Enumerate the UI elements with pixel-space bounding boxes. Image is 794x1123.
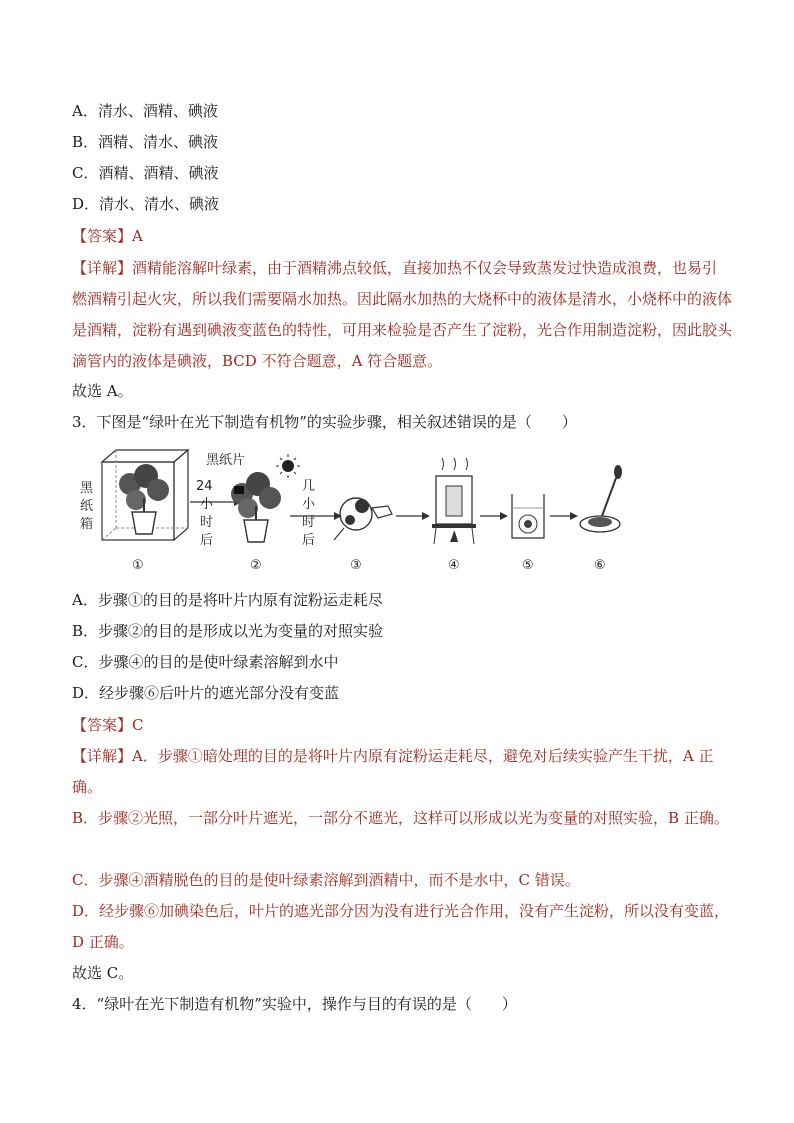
q3-option-a: A．步骤①的目的是将叶片内原有淀粉运走耗尽 [72, 591, 383, 609]
answer-tag: 【答案】 [72, 716, 133, 734]
step4-water-bath-illustration [432, 458, 476, 544]
q3-answer [72, 715, 144, 735]
q3-option-c: C．步骤④的目的是使叶绿素溶解到水中 [72, 653, 339, 671]
detail-tag: 【详解】 [72, 259, 133, 277]
arrow-5-head [570, 512, 578, 520]
q3-question: 3．下图是“绿叶在光下制造有机物”的实验步骤，相关叙述错误的是（ ） [72, 413, 577, 431]
q3-option-b: B．步骤②的目的是形成以光为变量的对照实验 [72, 622, 384, 640]
answer-tag: 【答案】 [72, 227, 133, 245]
step-label-4: ④ [448, 558, 460, 573]
step-label-5: ⑤ [522, 558, 534, 573]
arrow2-label-3: 时 [302, 515, 316, 530]
q2-option-c: C．酒精、酒精、碘液 [72, 164, 219, 182]
q2-option-d: D．清水、清水、碘液 [72, 195, 220, 213]
q3-detail-d: D．经步骤⑥加碘染色后，叶片的遮光部分因为没有进行光合作用，没有产生淀粉，所以没有变蓝，D 正确。 [72, 902, 730, 951]
step5-beaker-illustration [512, 494, 544, 538]
step-label-1: ① [132, 558, 144, 573]
step-label-6: ⑥ [594, 558, 606, 573]
box-label-2: 纸 [80, 499, 94, 514]
step-label-3: ③ [350, 558, 362, 573]
answer-value: C [132, 716, 144, 734]
sun-icon [276, 454, 300, 478]
q3-conclusion: 故选 C。 [72, 964, 134, 982]
detail-text: A．步骤①暗处理的目的是将叶片内原有淀粉运走耗尽，避免对后续实验产生干扰，A 正确。 [72, 747, 714, 796]
detail-tag: 【详解】 [72, 747, 133, 765]
q3-detail-b: B．步骤②光照，一部分叶片遮光，一部分不遮光，这样可以形成以光为变量的对照实验，B 正确。 [72, 809, 729, 827]
step-label-2: ② [250, 558, 262, 573]
step1-box-illustration [102, 450, 188, 540]
paper-label: 黑纸片 [206, 453, 246, 468]
box-label-3: 箱 [80, 517, 94, 532]
q4-question: 4．“绿叶在光下制造有机物”实验中，操作与目的有误的是（ ） [72, 995, 517, 1013]
detail-text: 酒精能溶解叶绿素，由于酒精沸点较低，直接加热不仅会导致蒸发过快造成浪费，也易引燃酒精引起火灾，所以我们需要隔水加热。因此隔水加热的大烧杯中的液体是清水，小烧杯中的液体是酒精，淀粉有遇到碘液变蓝色的特性，可用来检验是否产生了淀粉，光合作用制造淀粉，因此胶头滴管内的液体是碘液，BCD 不符合题意，A 符合题意。 [72, 259, 733, 370]
step6-iodine-illustration [580, 465, 622, 532]
experiment-steps-figure [72, 448, 632, 574]
q2-detail [72, 253, 732, 377]
arrow1-label-1: 24 [196, 479, 213, 494]
step2-plant-illustration [231, 472, 281, 542]
q3-detail-a [72, 741, 732, 803]
q3-detail-c: C．步骤④酒精脱色的目的是使叶绿素溶解到酒精中，而不是水中，C 错误。 [72, 871, 580, 889]
arrow2-label-4: 后 [302, 533, 316, 548]
arrow-3-head [422, 512, 430, 520]
arrow1-label-2: 小 [200, 497, 214, 512]
q2-option-a: A．清水、酒精、碘液 [72, 102, 218, 120]
q2-conclusion: 故选 A。 [72, 382, 133, 400]
arrow1-label-3: 时 [200, 515, 214, 530]
arrow-4-head [500, 512, 508, 520]
answer-value: A [132, 227, 143, 245]
step3-leaf-illustration [334, 498, 392, 540]
arrow2-label-2: 小 [302, 497, 316, 512]
arrow2-label-1: 几 [302, 479, 316, 494]
q2-option-b: B．酒精、清水、碘液 [72, 133, 219, 151]
q3-option-d: D．经步骤⑥后叶片的遮光部分没有变蓝 [72, 684, 340, 702]
arrow1-label-4: 后 [200, 533, 214, 548]
box-label-1: 黑 [80, 481, 94, 496]
q2-answer [72, 226, 143, 246]
